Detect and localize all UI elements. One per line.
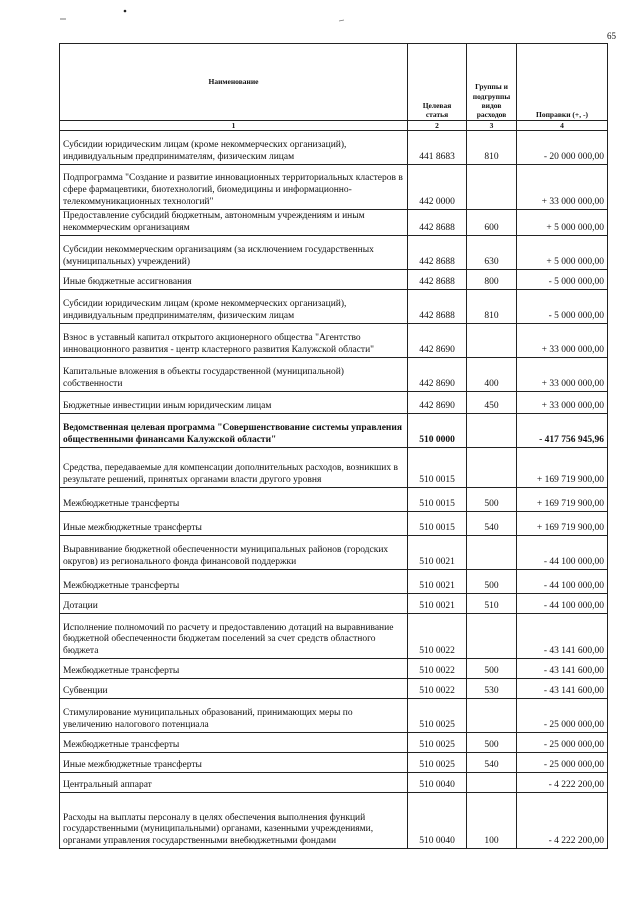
index-cell: 2 (408, 121, 467, 131)
row-name: Межбюджетные трансферты (60, 659, 408, 679)
header-name: Наименование (60, 44, 408, 121)
row-group: 100 (467, 793, 517, 849)
table-row (60, 324, 608, 358)
row-code: 510 0022 (408, 659, 467, 679)
row-group: 500 (467, 570, 517, 594)
row-group: 500 (467, 488, 517, 512)
table-row (60, 236, 608, 270)
row-name: Иные межбюджетные трансферты (60, 512, 408, 536)
row-name: Субсидии юридическим лицам (кроме некоммерческих организаций), индивидуальным предпринимателям, физическим лицам (60, 131, 408, 165)
table-row (60, 392, 608, 414)
row-group: 450 (467, 392, 517, 414)
row-name: Иные бюджетные ассигнования (60, 270, 408, 290)
row-group: 810 (467, 290, 517, 324)
row-group: 810 (467, 131, 517, 165)
row-name: Взнос в уставный капитал открытого акционерного общества "Агентство инновационного развития - центр кластерного развития Калужской области" (60, 324, 408, 358)
table-row (60, 448, 608, 488)
table-row (60, 679, 608, 699)
row-name: Капитальные вложения в объекты государственной (муниципальной) собственности (60, 358, 408, 392)
row-amount: + 5 000 000,00 (517, 236, 608, 270)
row-code: 510 0040 (408, 793, 467, 849)
row-name: Выравнивание бюджетной обеспеченности муниципальных районов (городских округов) из регионального фонда финансовой поддержки (60, 536, 408, 570)
header-row (60, 44, 608, 121)
row-group (467, 536, 517, 570)
row-group: 630 (467, 236, 517, 270)
row-amount: - 4 222 200,00 (517, 773, 608, 793)
table-row (60, 659, 608, 679)
table-row (60, 614, 608, 659)
row-code: 442 8690 (408, 358, 467, 392)
row-name: Межбюджетные трансферты (60, 733, 408, 753)
row-code: 510 0021 (408, 570, 467, 594)
row-code: 510 0000 (408, 414, 467, 448)
row-amount: - 25 000 000,00 (517, 733, 608, 753)
row-group (467, 165, 517, 210)
table-row (60, 414, 608, 448)
table-row (60, 773, 608, 793)
row-code: 510 0021 (408, 536, 467, 570)
row-name: Стимулирование муниципальных образований, принимающих меры по увеличению налогового потенциала (60, 699, 408, 733)
row-code: 442 8688 (408, 236, 467, 270)
page-number: 65 (607, 31, 616, 41)
table-row (60, 290, 608, 324)
row-name: Средства, передаваемые для компенсации дополнительных расходов, возникших в результате решений, принятых органами власти другого уровня (60, 448, 408, 488)
row-amount: + 169 719 900,00 (517, 448, 608, 488)
table-row (60, 131, 608, 165)
row-code: 442 8688 (408, 210, 467, 236)
row-group: 530 (467, 679, 517, 699)
row-amount: + 33 000 000,00 (517, 165, 608, 210)
row-amount: - 20 000 000,00 (517, 131, 608, 165)
row-code: 510 0022 (408, 679, 467, 699)
row-code: 510 0025 (408, 753, 467, 773)
table-row (60, 753, 608, 773)
row-group: 600 (467, 210, 517, 236)
row-amount: - 43 141 600,00 (517, 659, 608, 679)
row-group: 540 (467, 512, 517, 536)
row-amount: + 33 000 000,00 (517, 324, 608, 358)
row-code: 510 0022 (408, 614, 467, 659)
row-code: 510 0015 (408, 448, 467, 488)
row-amount: - 5 000 000,00 (517, 290, 608, 324)
row-name: Субсидии некоммерческим организациям (за исключением государственных (муниципальных) учреждений) (60, 236, 408, 270)
table-row (60, 570, 608, 594)
row-amount: - 25 000 000,00 (517, 699, 608, 733)
table-row (60, 488, 608, 512)
table-row (60, 699, 608, 733)
row-amount: - 43 141 600,00 (517, 614, 608, 659)
row-name: Центральный аппарат (60, 773, 408, 793)
row-group (467, 324, 517, 358)
row-code: 442 8688 (408, 270, 467, 290)
row-group: 540 (467, 753, 517, 773)
header-amount: Поправки (+, -) (517, 44, 608, 121)
column-index-row (60, 121, 608, 131)
table-row (60, 536, 608, 570)
row-group (467, 614, 517, 659)
row-code: 441 8683 (408, 131, 467, 165)
table-body (60, 131, 608, 849)
table-row (60, 512, 608, 536)
row-group: 510 (467, 594, 517, 614)
row-amount: + 33 000 000,00 (517, 392, 608, 414)
row-code: 510 0015 (408, 512, 467, 536)
table-row (60, 793, 608, 849)
row-code: 442 8690 (408, 324, 467, 358)
row-name: Субсидии юридическим лицам (кроме некоммерческих организаций), индивидуальным предпринимателям, физическим лицам (60, 290, 408, 324)
row-group (467, 699, 517, 733)
row-group: 500 (467, 659, 517, 679)
row-amount: - 4 222 200,00 (517, 793, 608, 849)
header-group: Группы и подгруппы видов расходов (467, 44, 517, 121)
row-group: 400 (467, 358, 517, 392)
row-name: Предоставление субсидий бюджетным, автономным учреждениям и иным некоммерческим организациям (60, 210, 408, 236)
row-name: Бюджетные инвестиции иным юридическим лицам (60, 392, 408, 414)
row-name: Иные межбюджетные трансферты (60, 753, 408, 773)
row-amount: - 5 000 000,00 (517, 270, 608, 290)
row-code: 442 0000 (408, 165, 467, 210)
speck (339, 20, 344, 21)
speck (124, 10, 127, 13)
row-name: Расходы на выплаты персоналу в целях обеспечения выполнения функций государственными (муниципальными) органами, казенными учреждениями, органами управления государственными внебюджетными фондами (60, 793, 408, 849)
row-amount: + 169 719 900,00 (517, 512, 608, 536)
row-group (467, 448, 517, 488)
row-amount: + 33 000 000,00 (517, 358, 608, 392)
row-code: 510 0015 (408, 488, 467, 512)
row-group: 800 (467, 270, 517, 290)
row-amount: - 43 141 600,00 (517, 679, 608, 699)
row-code: 510 0025 (408, 733, 467, 753)
table-row (60, 270, 608, 290)
row-name: Межбюджетные трансферты (60, 488, 408, 512)
row-amount: - 417 756 945,96 (517, 414, 608, 448)
row-amount: + 169 719 900,00 (517, 488, 608, 512)
row-name: Межбюджетные трансферты (60, 570, 408, 594)
row-code: 442 8690 (408, 392, 467, 414)
table-row (60, 733, 608, 753)
table-row (60, 165, 608, 210)
header-code: Целевая статья (408, 44, 467, 121)
row-group (467, 414, 517, 448)
row-name: Ведомственная целевая программа "Совершенствование системы управления общественными финансами Калужской области" (60, 414, 408, 448)
row-group: 500 (467, 733, 517, 753)
row-code: 442 8688 (408, 290, 467, 324)
row-amount: - 25 000 000,00 (517, 753, 608, 773)
row-group (467, 773, 517, 793)
row-code: 510 0040 (408, 773, 467, 793)
index-cell: 4 (517, 121, 608, 131)
row-name: Подпрограмма "Создание и развитие инновационных территориальных кластеров в сфере фармацевтики, биотехнологий, биомедицины и информационно-телекоммуникационных технологий" (60, 165, 408, 210)
row-name: Дотации (60, 594, 408, 614)
table-row (60, 210, 608, 236)
table-row (60, 358, 608, 392)
row-name: Исполнение полномочий по расчету и предоставлению дотаций на выравнивание бюджетной обеспеченности бюджетам поселений за счет средств областного бюджета (60, 614, 408, 659)
row-name: Субвенции (60, 679, 408, 699)
index-cell: 3 (467, 121, 517, 131)
row-amount: - 44 100 000,00 (517, 594, 608, 614)
table-row (60, 594, 608, 614)
row-code: 510 0025 (408, 699, 467, 733)
index-cell: 1 (60, 121, 408, 131)
row-code: 510 0021 (408, 594, 467, 614)
row-amount: + 5 000 000,00 (517, 210, 608, 236)
row-amount: - 44 100 000,00 (517, 570, 608, 594)
scan-specks (0, 0, 640, 30)
row-amount: - 44 100 000,00 (517, 536, 608, 570)
budget-table (59, 43, 608, 849)
